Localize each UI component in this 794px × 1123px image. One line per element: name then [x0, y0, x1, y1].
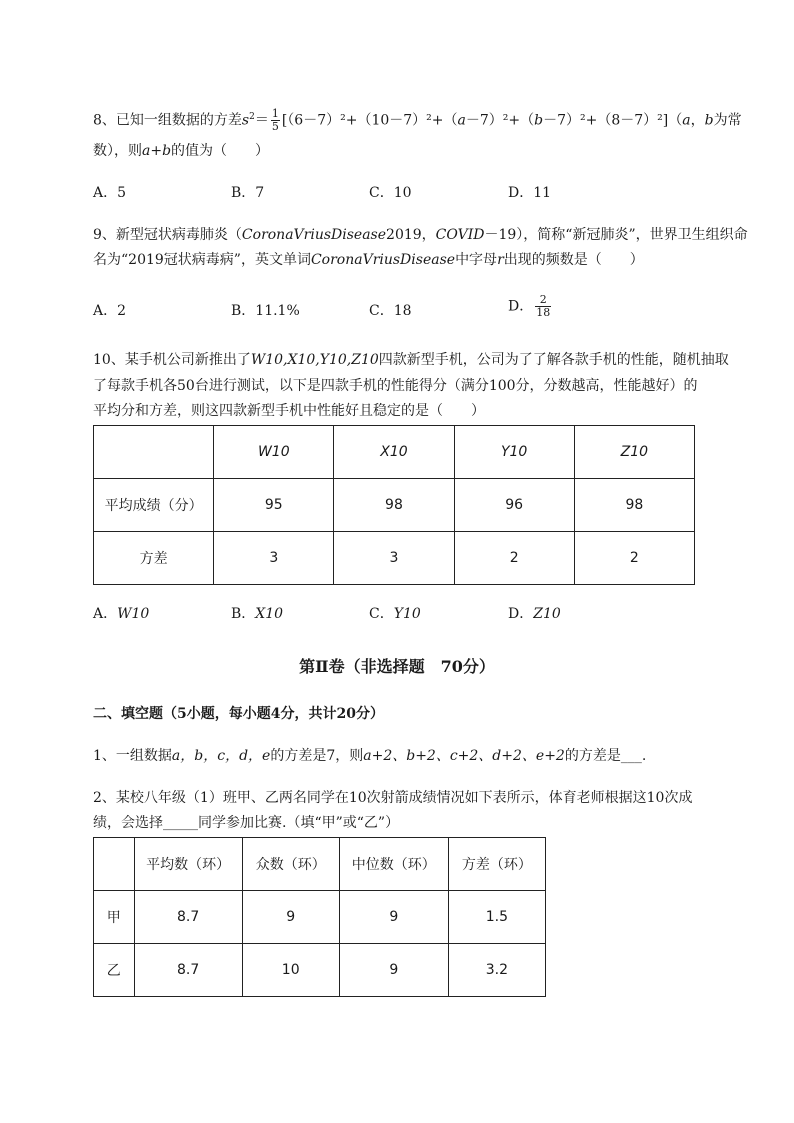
- q10-line1-post: 四款新型手机，公司为了了解各款手机的性能，随机抽取: [378, 352, 729, 368]
- q9-name1: CoronaVriusDisease: [241, 227, 387, 243]
- q8-apb: a+b: [142, 143, 172, 159]
- q10-line2: 了每款手机各50台进行测试，以下是四款手机的性能得分（满分100分，分数越高，性能越好）的: [93, 378, 698, 394]
- q9-option-b[interactable]: B．11.1%: [231, 303, 300, 319]
- q8-a2: a: [682, 112, 691, 129]
- table-row: [94, 532, 695, 585]
- q8-expr: [（6－7）²+（10－7）²+（: [281, 112, 458, 129]
- q10-option-a[interactable]: [93, 604, 149, 624]
- q8-eq: ＝: [254, 112, 269, 129]
- table-cell: 2: [574, 532, 694, 585]
- q9-option-d-label: D．: [508, 298, 534, 315]
- q10-line1: [93, 350, 729, 370]
- f2-table: [93, 837, 546, 997]
- q8-frac-num: 1: [271, 107, 279, 121]
- section-title: 第Ⅱ卷（非选择题 70分）: [299, 657, 495, 676]
- table-cell: 9: [339, 944, 448, 997]
- q8-a: a: [457, 112, 466, 129]
- q9-line2-mid: 中字母: [455, 252, 498, 268]
- q10-option-d-label: D．: [508, 606, 534, 622]
- q8-line2-pre: 数），则: [93, 143, 142, 159]
- q9-option-c[interactable]: C．18: [369, 303, 412, 319]
- q8-comma: ，: [690, 112, 705, 129]
- q9-option-d-num: 2: [535, 294, 551, 307]
- table-cell: 98: [574, 479, 694, 532]
- table-cell: 96: [454, 479, 574, 532]
- q8-expr2: －7）²+（: [465, 112, 535, 129]
- q9-line1-pre: 9、新型冠状病毒肺炎（: [93, 227, 242, 243]
- table-cell: 2: [454, 532, 574, 585]
- q10-option-d-value: Z10: [533, 606, 561, 622]
- table-cell: 8.7: [134, 944, 242, 997]
- q9-name2: CoronaVriusDisease: [310, 252, 456, 268]
- table-cell: 10: [242, 944, 339, 997]
- f2-line2: 绩，会选择_____同学参加比赛.（填“甲”或“乙”）: [93, 815, 400, 831]
- table-cell: 3: [214, 532, 334, 585]
- f1-line: [93, 746, 646, 766]
- q8-option-d[interactable]: D．11: [508, 185, 552, 201]
- table-header-cell: 平均数（环）: [134, 838, 242, 891]
- q8-s-exp: 2: [249, 112, 255, 122]
- q8-option-b[interactable]: B．7: [231, 185, 265, 201]
- q8-option-c[interactable]: C．10: [369, 185, 412, 201]
- table-cell: 3: [334, 532, 454, 585]
- q10-option-a-label: A．: [93, 606, 118, 622]
- q8-line1: [93, 107, 742, 133]
- f1-pre: 1、一组数据: [93, 748, 172, 764]
- table-cell: 乙: [94, 944, 135, 997]
- table-cell: 98: [334, 479, 454, 532]
- table-header-cell: [94, 426, 214, 479]
- q9-covid: COVID: [435, 227, 485, 243]
- table-header-cell: [94, 838, 135, 891]
- table-cell: 9: [339, 891, 448, 944]
- q8-frac-den: 5: [271, 120, 279, 134]
- q10-line1-pre: 10、某手机公司新推出了: [93, 352, 251, 368]
- f2-line1: 2、某校八年级（1）班甲、乙两名同学在10次射箭成绩情况如下表所示，体育老师根据这10次成: [93, 790, 693, 806]
- table-cell: 95: [214, 479, 334, 532]
- table-header-cell: W10: [214, 426, 334, 479]
- q8-tail: 为常: [713, 112, 742, 129]
- table-header-cell: Z10: [574, 426, 694, 479]
- table-cell: 3.2: [448, 944, 545, 997]
- table-cell: 方差: [94, 532, 214, 585]
- q9-line1-mid: 2019，: [386, 227, 436, 243]
- table-cell: 8.7: [134, 891, 242, 944]
- table-header-cell: 众数（环）: [242, 838, 339, 891]
- q9-line1-post: －19），简称“新冠肺炎”，世界卫生组织命: [484, 227, 748, 243]
- q9-line2: [93, 250, 644, 270]
- q8-line2: [93, 141, 269, 161]
- table-header-cell: X10: [334, 426, 454, 479]
- table-cell: 平均成绩（分）: [94, 479, 214, 532]
- q9-line2-pre: 名为“2019冠状病毒病”，英文单词: [93, 252, 311, 268]
- q8-b: b: [534, 112, 544, 129]
- q10-option-c[interactable]: [369, 604, 421, 624]
- q8-s-var: s: [241, 112, 250, 129]
- f1-mid: 的方差是7，则: [270, 748, 364, 764]
- table-cell: 甲: [94, 891, 135, 944]
- table-cell: 1.5: [448, 891, 545, 944]
- q10-option-b[interactable]: [231, 604, 283, 624]
- table-row: [94, 944, 546, 997]
- q9-option-a[interactable]: A．2: [93, 303, 127, 319]
- table-cell: 9: [242, 891, 339, 944]
- q10-option-b-value: X10: [255, 606, 284, 622]
- q8-text: 8、已知一组数据的方差: [93, 112, 242, 129]
- q9-option-d-den: 18: [536, 306, 551, 319]
- table-row: [94, 838, 546, 891]
- q8-fraction: [271, 108, 280, 133]
- q8-line2-post: 的值为（ ）: [171, 143, 270, 159]
- q10-option-c-label: C．: [369, 606, 394, 622]
- q8-b2: b: [704, 112, 714, 129]
- q9-r: r: [497, 252, 504, 268]
- table-header-cell: 方差（环）: [448, 838, 545, 891]
- q10-option-b-label: B．: [231, 606, 256, 622]
- q10-models-inline: W10,X10,Y10,Z10: [250, 352, 379, 368]
- table-header-cell: 中位数（环）: [339, 838, 448, 891]
- table-row: [94, 426, 695, 479]
- table-row: [94, 479, 695, 532]
- q10-option-a-value: W10: [117, 606, 150, 622]
- q9-option-d-fraction: [535, 294, 551, 319]
- q10-table: [93, 425, 695, 585]
- q10-option-c-value: Y10: [393, 606, 421, 622]
- q9-line2-post: 出现的频数是（ ）: [503, 252, 644, 268]
- f1-vars: a，b，c，d，e: [171, 748, 271, 764]
- table-header-cell: Y10: [454, 426, 574, 479]
- q8-option-a[interactable]: A．5: [93, 185, 127, 201]
- section-subtitle: 二、填空题（5小题，每小题4分，共计20分）: [93, 706, 384, 722]
- q8-expr3: －7）²+（8－7）²]（: [543, 112, 683, 129]
- q10-line3: 平均分和方差，则这四款新型手机中性能好且稳定的是（ ）: [93, 403, 485, 419]
- q10-option-d[interactable]: [508, 604, 561, 624]
- table-row: [94, 891, 546, 944]
- q9-option-d[interactable]: [508, 294, 553, 319]
- q9-line1: [93, 225, 748, 245]
- f1-post: 的方差是___.: [564, 748, 647, 764]
- f1-expr: a+2、b+2、c+2、d+2、e+2: [363, 748, 565, 764]
